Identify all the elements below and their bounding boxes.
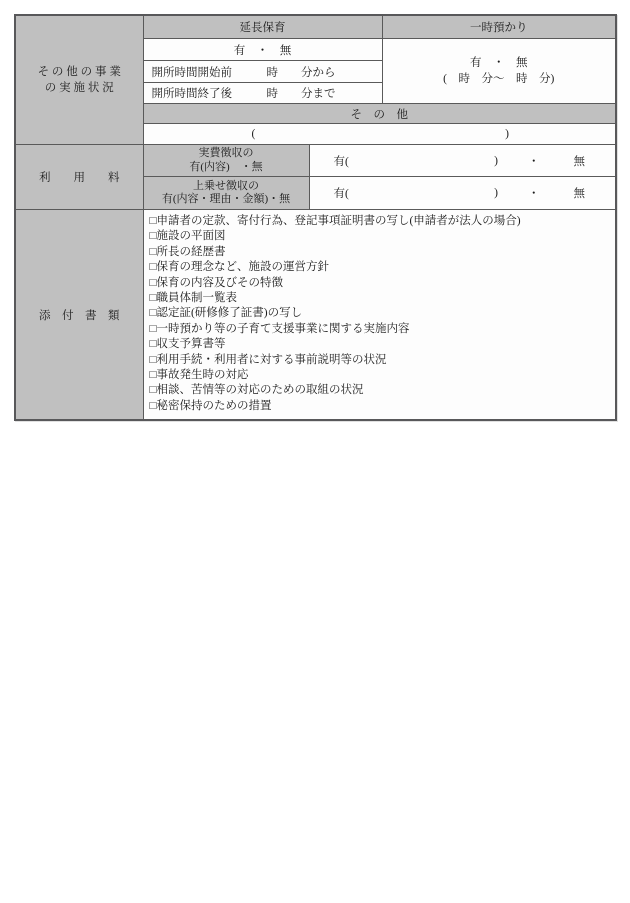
attachment-checklist-item: □相談、苦情等の対応のための取組の状況 (149, 384, 364, 397)
temporary-care-presence: 有 ・ 無 (470, 57, 528, 69)
other-fill-in-cell (143, 124, 616, 145)
close-paren: ) (494, 187, 498, 199)
usage-fee-section-label: 利 用 料 (15, 145, 143, 210)
attachment-checklist-item: □施設の平面図 (149, 230, 226, 243)
close-paren: ) (505, 128, 509, 140)
actual-cost-value-cell (309, 145, 616, 177)
attachment-checklist-item: □一時預かり等の子育て支援事業に関する実施内容 (149, 322, 410, 335)
attachment-checklist-item: □認定証(研修修了証書)の写し (149, 307, 303, 320)
open-paren: ( (251, 128, 256, 140)
other-business-section-label (15, 15, 143, 145)
attachment-checklist-item: □所長の経歴書 (149, 245, 226, 258)
attachment-checklist-item: □保育の内容及びその特徴 (149, 276, 283, 289)
separator-dot: ・ (528, 188, 540, 200)
surcharge-value-cell (309, 177, 616, 210)
no-option: 無 (573, 188, 585, 200)
other-business-label-line1: そ の 他 の 事 業 (37, 66, 121, 78)
no-option: 無 (573, 155, 585, 168)
other-business-label-line2: の 実 施 状 況 (44, 82, 114, 94)
extended-care-presence-cell: 有 ・ 無 (143, 39, 382, 61)
surcharge-collection-label (143, 177, 309, 210)
other-fill-in-parens (144, 128, 616, 140)
attachment-checklist-item: □収支予算書等 (149, 338, 226, 351)
surcharge-label-line2: 有(内容・理由・金額)・無 (161, 193, 291, 205)
attachment-checklist-item: □申請者の定款、寄付行為、登記事項証明書の写し(申請者が法人の場合) (149, 215, 521, 227)
yes-open-paren: 有( (333, 155, 349, 168)
temporary-care-presence-cell (382, 39, 616, 104)
attachment-checklist-item: □保育の理念など、施設の運営方針 (149, 261, 329, 274)
attachments-checklist (143, 210, 616, 421)
surcharge-fill-in (310, 177, 616, 209)
close-paren: ) (494, 154, 498, 167)
surcharge-label-line1: 上乗せ徴収の (193, 179, 259, 192)
separator-dot: ・ (528, 155, 540, 168)
attachment-checklist-item: □職員体制一覧表 (149, 292, 237, 305)
actual-cost-collection-label (143, 145, 309, 177)
facility-application-form-table (14, 14, 617, 421)
yes-open-paren: 有( (333, 188, 349, 200)
attachment-checklist-item: □秘密保持のための措置 (149, 399, 272, 412)
extended-care-after-close-cell: 開所時間終了後 時 分まで (143, 83, 382, 104)
actual-cost-label-line1: 実費徴収の (198, 147, 254, 159)
temporary-care-hours: ( 時 分～ 時 分) (443, 73, 555, 85)
temporary-care-header: 一時預かり (382, 15, 616, 39)
attachments-section-label: 添 付 書 類 (15, 210, 143, 421)
attachment-checklist-item: □利用手続・利用者に対する事前説明等の状況 (149, 353, 387, 366)
extended-care-header: 延長保育 (143, 15, 382, 39)
attachment-checklist-item: □事故発生時の対応 (149, 369, 249, 382)
actual-cost-fill-in (310, 145, 616, 176)
extended-care-before-open-cell: 開所時間開始前 時 分から (143, 61, 382, 83)
other-row-header: そ の 他 (143, 104, 616, 124)
actual-cost-label-line2: 有(内容) ・無 (189, 160, 263, 173)
